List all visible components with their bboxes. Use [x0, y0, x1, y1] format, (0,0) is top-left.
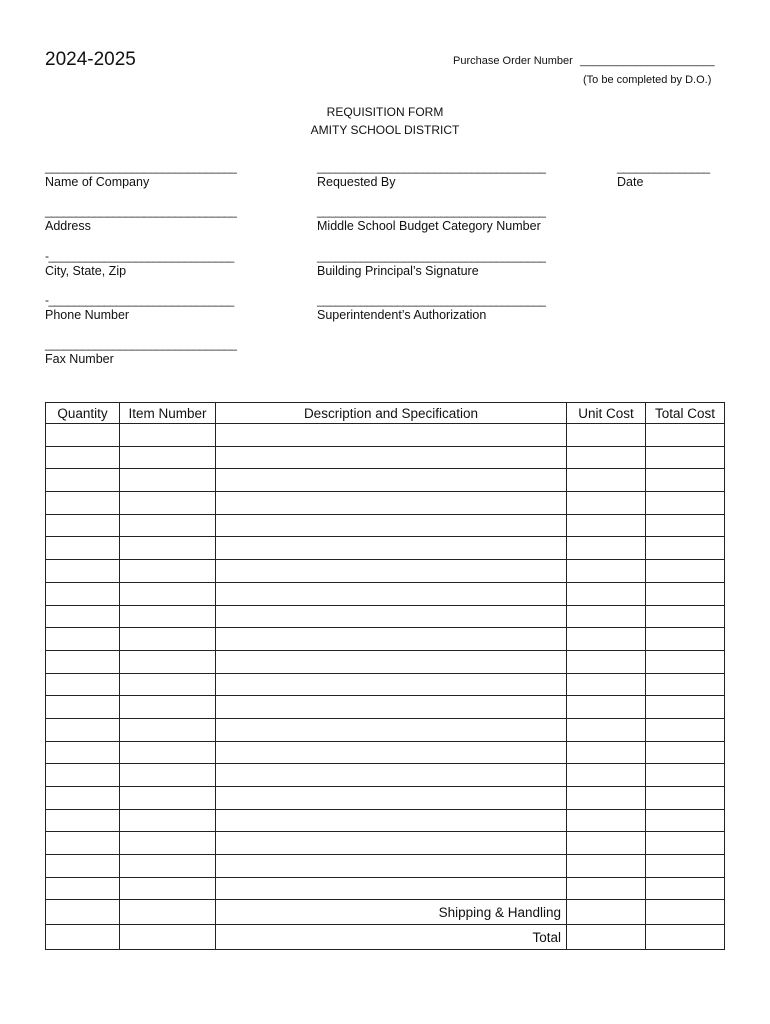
company-line[interactable]: _______________________________: [45, 160, 237, 174]
shipping-unit-cost-cell[interactable]: [567, 900, 646, 925]
table-cell[interactable]: [120, 877, 216, 900]
table-cell[interactable]: [567, 877, 646, 900]
shipping-label: Shipping & Handling: [216, 900, 567, 925]
table-cell[interactable]: [646, 832, 725, 855]
table-cell[interactable]: [567, 424, 646, 447]
table-row: [46, 492, 725, 515]
table-cell[interactable]: [120, 582, 216, 605]
table-cell[interactable]: [120, 560, 216, 583]
city-label: City, State, Zip: [45, 264, 127, 278]
table-row: [46, 673, 725, 696]
table-cell[interactable]: [46, 718, 120, 741]
items-table: [45, 402, 725, 950]
table-cell[interactable]: [120, 696, 216, 719]
table-row: [46, 741, 725, 764]
table-cell[interactable]: [567, 673, 646, 696]
table-cell[interactable]: [646, 492, 725, 515]
table-cell[interactable]: [120, 855, 216, 878]
table-cell[interactable]: [567, 809, 646, 832]
table-cell[interactable]: [46, 741, 120, 764]
table-row: [46, 718, 725, 741]
budget-label: Middle School Budget Category Number: [317, 219, 541, 233]
table-cell[interactable]: [120, 650, 216, 673]
table-cell[interactable]: [646, 718, 725, 741]
shipping-row: [46, 900, 725, 925]
table-cell[interactable]: [567, 492, 646, 515]
table-cell[interactable]: [46, 492, 120, 515]
table-cell[interactable]: [646, 741, 725, 764]
table-cell[interactable]: [46, 764, 120, 787]
po-number-blank[interactable]: ______________________: [580, 55, 715, 67]
table-cell[interactable]: [216, 718, 567, 741]
table-cell[interactable]: [567, 741, 646, 764]
table-row: [46, 809, 725, 832]
table-cell[interactable]: [120, 469, 216, 492]
table-cell[interactable]: [120, 925, 216, 950]
address-line[interactable]: _______________________________: [45, 204, 237, 218]
school-year: 2024-2025: [45, 49, 136, 70]
table-cell[interactable]: [46, 855, 120, 878]
table-cell[interactable]: [567, 560, 646, 583]
table-cell[interactable]: [46, 537, 120, 560]
table-cell[interactable]: [46, 925, 120, 950]
table-row: [46, 696, 725, 719]
table-cell[interactable]: [216, 605, 567, 628]
table-cell[interactable]: [46, 696, 120, 719]
table-cell[interactable]: [646, 628, 725, 651]
table-row: [46, 537, 725, 560]
table-cell[interactable]: [46, 832, 120, 855]
superintendent-line[interactable]: _____________________________________: [317, 293, 546, 307]
table-cell[interactable]: [646, 673, 725, 696]
table-cell[interactable]: [646, 537, 725, 560]
table-cell[interactable]: [216, 877, 567, 900]
address-label: Address: [45, 219, 91, 233]
table-row: [46, 514, 725, 537]
table-cell[interactable]: [567, 537, 646, 560]
table-cell[interactable]: [120, 741, 216, 764]
table-cell[interactable]: [46, 787, 120, 810]
principal-label: Building Principal’s Signature: [317, 264, 479, 278]
table-row: [46, 787, 725, 810]
table-cell[interactable]: [120, 446, 216, 469]
item-rows: [46, 424, 725, 900]
table-cell[interactable]: [646, 877, 725, 900]
table-cell[interactable]: [46, 809, 120, 832]
table-cell[interactable]: [216, 537, 567, 560]
table-cell[interactable]: [216, 787, 567, 810]
table-cell[interactable]: [646, 560, 725, 583]
table-cell[interactable]: [216, 855, 567, 878]
description-header: Description and Specification: [216, 403, 567, 424]
requested-by-line[interactable]: _____________________________________: [317, 160, 546, 174]
table-cell[interactable]: [646, 696, 725, 719]
table-cell[interactable]: [216, 650, 567, 673]
table-cell[interactable]: [567, 446, 646, 469]
table-cell[interactable]: [646, 514, 725, 537]
table-cell[interactable]: [216, 809, 567, 832]
table-cell[interactable]: [46, 605, 120, 628]
table-row: [46, 469, 725, 492]
table-cell[interactable]: [567, 582, 646, 605]
fax-label: Fax Number: [45, 352, 114, 366]
grand-total-cell[interactable]: [646, 925, 725, 950]
table-cell[interactable]: [646, 446, 725, 469]
table-cell[interactable]: [646, 469, 725, 492]
table-cell[interactable]: [216, 582, 567, 605]
table-cell[interactable]: [46, 877, 120, 900]
form-title: REQUISITION FORM: [326, 105, 444, 119]
table-cell[interactable]: [46, 424, 120, 447]
table-cell[interactable]: [46, 673, 120, 696]
table-cell[interactable]: [567, 514, 646, 537]
table-cell[interactable]: [46, 469, 120, 492]
table-cell[interactable]: [567, 469, 646, 492]
po-note: (To be completed by D.O.): [583, 74, 712, 86]
table-cell[interactable]: [216, 764, 567, 787]
table-row: [46, 605, 725, 628]
date-line[interactable]: _______________: [617, 160, 710, 174]
table-cell[interactable]: [120, 673, 216, 696]
table-cell[interactable]: [216, 514, 567, 537]
table-cell[interactable]: [216, 469, 567, 492]
superintendent-label: Superintendent’s Authorization: [317, 308, 487, 322]
table-cell[interactable]: [120, 424, 216, 447]
table-cell[interactable]: [216, 832, 567, 855]
table-cell[interactable]: [567, 605, 646, 628]
table-cell[interactable]: [646, 764, 725, 787]
quantity-header: Quantity: [46, 403, 120, 424]
company-label: Name of Company: [45, 175, 150, 189]
table-cell[interactable]: [567, 855, 646, 878]
budget-line[interactable]: _____________________________________: [317, 204, 546, 218]
table-cell[interactable]: [46, 650, 120, 673]
table-cell[interactable]: [120, 514, 216, 537]
table-cell[interactable]: [46, 900, 120, 925]
table-cell[interactable]: [567, 787, 646, 810]
table-cell[interactable]: [120, 718, 216, 741]
table-cell[interactable]: [567, 628, 646, 651]
table-cell[interactable]: [120, 492, 216, 515]
unit-cost-header: Unit Cost: [567, 403, 646, 424]
table-cell[interactable]: [646, 424, 725, 447]
table-cell[interactable]: [646, 787, 725, 810]
table-cell[interactable]: [120, 764, 216, 787]
table-cell[interactable]: [567, 718, 646, 741]
table-row: [46, 832, 725, 855]
fax-line[interactable]: _______________________________: [45, 337, 237, 351]
table-cell[interactable]: [46, 582, 120, 605]
table-cell[interactable]: [567, 764, 646, 787]
table-cell[interactable]: [120, 787, 216, 810]
table-cell[interactable]: [216, 628, 567, 651]
table-row: [46, 446, 725, 469]
total-cost-header: Total Cost: [646, 403, 725, 424]
table-header-row: [46, 403, 725, 424]
district-name: AMITY SCHOOL DISTRICT: [310, 123, 460, 137]
requested-by-label: Requested By: [317, 175, 396, 189]
table-row: [46, 650, 725, 673]
table-row: [46, 877, 725, 900]
table-cell[interactable]: [567, 696, 646, 719]
table-cell[interactable]: [120, 537, 216, 560]
table-cell[interactable]: [120, 900, 216, 925]
table-cell[interactable]: [120, 605, 216, 628]
table-cell[interactable]: [46, 560, 120, 583]
table-cell[interactable]: [216, 673, 567, 696]
table-cell[interactable]: [646, 650, 725, 673]
total-row: [46, 925, 725, 950]
total-unit-cost-cell[interactable]: [567, 925, 646, 950]
table-row: [46, 560, 725, 583]
item-number-header: Item Number: [120, 403, 216, 424]
table-cell[interactable]: [120, 809, 216, 832]
table-cell[interactable]: [46, 628, 120, 651]
date-label: Date: [617, 175, 644, 189]
table-cell[interactable]: [46, 446, 120, 469]
phone-label: Phone Number: [45, 308, 130, 322]
table-row: [46, 628, 725, 651]
shipping-total-cost-cell[interactable]: [646, 900, 725, 925]
total-label: Total: [216, 925, 567, 950]
table-cell[interactable]: [216, 696, 567, 719]
po-number-label: Purchase Order Number: [453, 55, 573, 67]
principal-line[interactable]: _____________________________________: [317, 249, 546, 263]
table-cell[interactable]: [216, 446, 567, 469]
table-cell[interactable]: [567, 650, 646, 673]
table-row: [46, 582, 725, 605]
table-cell[interactable]: [120, 628, 216, 651]
table-cell[interactable]: [216, 424, 567, 447]
table-cell[interactable]: [120, 832, 216, 855]
table-cell[interactable]: [216, 741, 567, 764]
table-cell[interactable]: [46, 514, 120, 537]
table-row: [46, 855, 725, 878]
table-cell[interactable]: [567, 832, 646, 855]
table-cell[interactable]: [216, 492, 567, 515]
table-cell[interactable]: [646, 809, 725, 832]
table-cell[interactable]: [646, 605, 725, 628]
city-line[interactable]: -______________________________: [45, 249, 234, 263]
table-cell[interactable]: [216, 560, 567, 583]
table-cell[interactable]: [646, 855, 725, 878]
table-row: [46, 764, 725, 787]
table-row: [46, 424, 725, 447]
table-cell[interactable]: [646, 582, 725, 605]
phone-line[interactable]: -______________________________: [45, 293, 234, 307]
